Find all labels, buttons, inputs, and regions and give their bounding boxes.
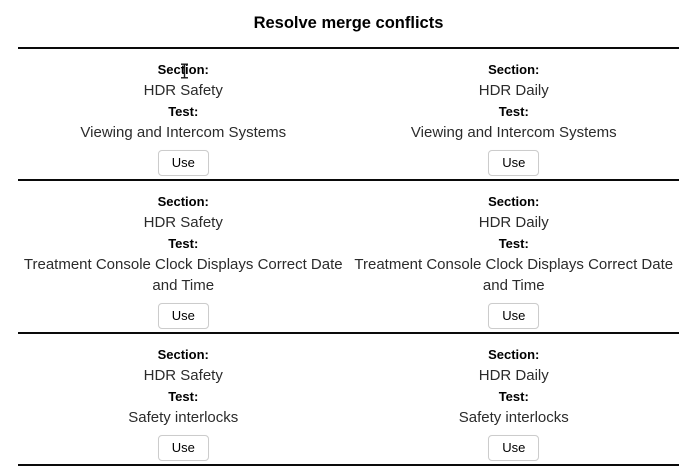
section-label: Section: — [157, 194, 209, 209]
use-button[interactable]: Use — [488, 303, 539, 329]
test-label: Test: — [498, 389, 529, 404]
test-label: Test: — [168, 104, 199, 119]
conflict-option-right — [349, 191, 680, 329]
test-label: Test: — [168, 389, 199, 404]
conflict-option-right — [349, 59, 680, 176]
divider — [18, 464, 679, 466]
use-button[interactable]: Use — [488, 435, 539, 461]
test-value: Viewing and Intercom Systems — [80, 124, 287, 141]
test-value: Safety interlocks — [458, 409, 569, 426]
merge-conflict-row — [18, 334, 679, 464]
use-button[interactable]: Use — [158, 435, 209, 461]
section-value: HDR Safety — [143, 214, 223, 231]
section-value: HDR Daily — [478, 82, 549, 99]
conflict-option-left — [18, 191, 349, 329]
section-label: Section: — [157, 62, 209, 77]
section-label: Section: — [488, 62, 540, 77]
section-value: HDR Safety — [143, 82, 223, 99]
section-value: HDR Daily — [478, 367, 549, 384]
conflict-option-left — [18, 344, 349, 461]
merge-conflict-row — [18, 49, 679, 179]
use-button[interactable]: Use — [488, 150, 539, 176]
test-value: Viewing and Intercom Systems — [410, 124, 617, 141]
use-button[interactable]: Use — [158, 150, 209, 176]
section-value: HDR Daily — [478, 214, 549, 231]
section-value: HDR Safety — [143, 367, 223, 384]
test-label: Test: — [168, 236, 199, 251]
page-title: Resolve merge conflicts — [253, 14, 444, 32]
section-label: Section: — [488, 194, 540, 209]
test-value: Treatment Console Clock Displays Correct Date and Time — [354, 256, 674, 294]
conflict-option-left — [18, 59, 349, 176]
section-label: Section: — [488, 347, 540, 362]
test-value: Treatment Console Clock Displays Correct Date and Time — [23, 256, 343, 294]
conflict-option-right — [349, 344, 680, 461]
test-label: Test: — [498, 236, 529, 251]
test-value: Safety interlocks — [128, 409, 239, 426]
section-label: Section: — [157, 347, 209, 362]
use-button[interactable]: Use — [158, 303, 209, 329]
merge-conflict-row — [18, 181, 679, 332]
test-label: Test: — [498, 104, 529, 119]
